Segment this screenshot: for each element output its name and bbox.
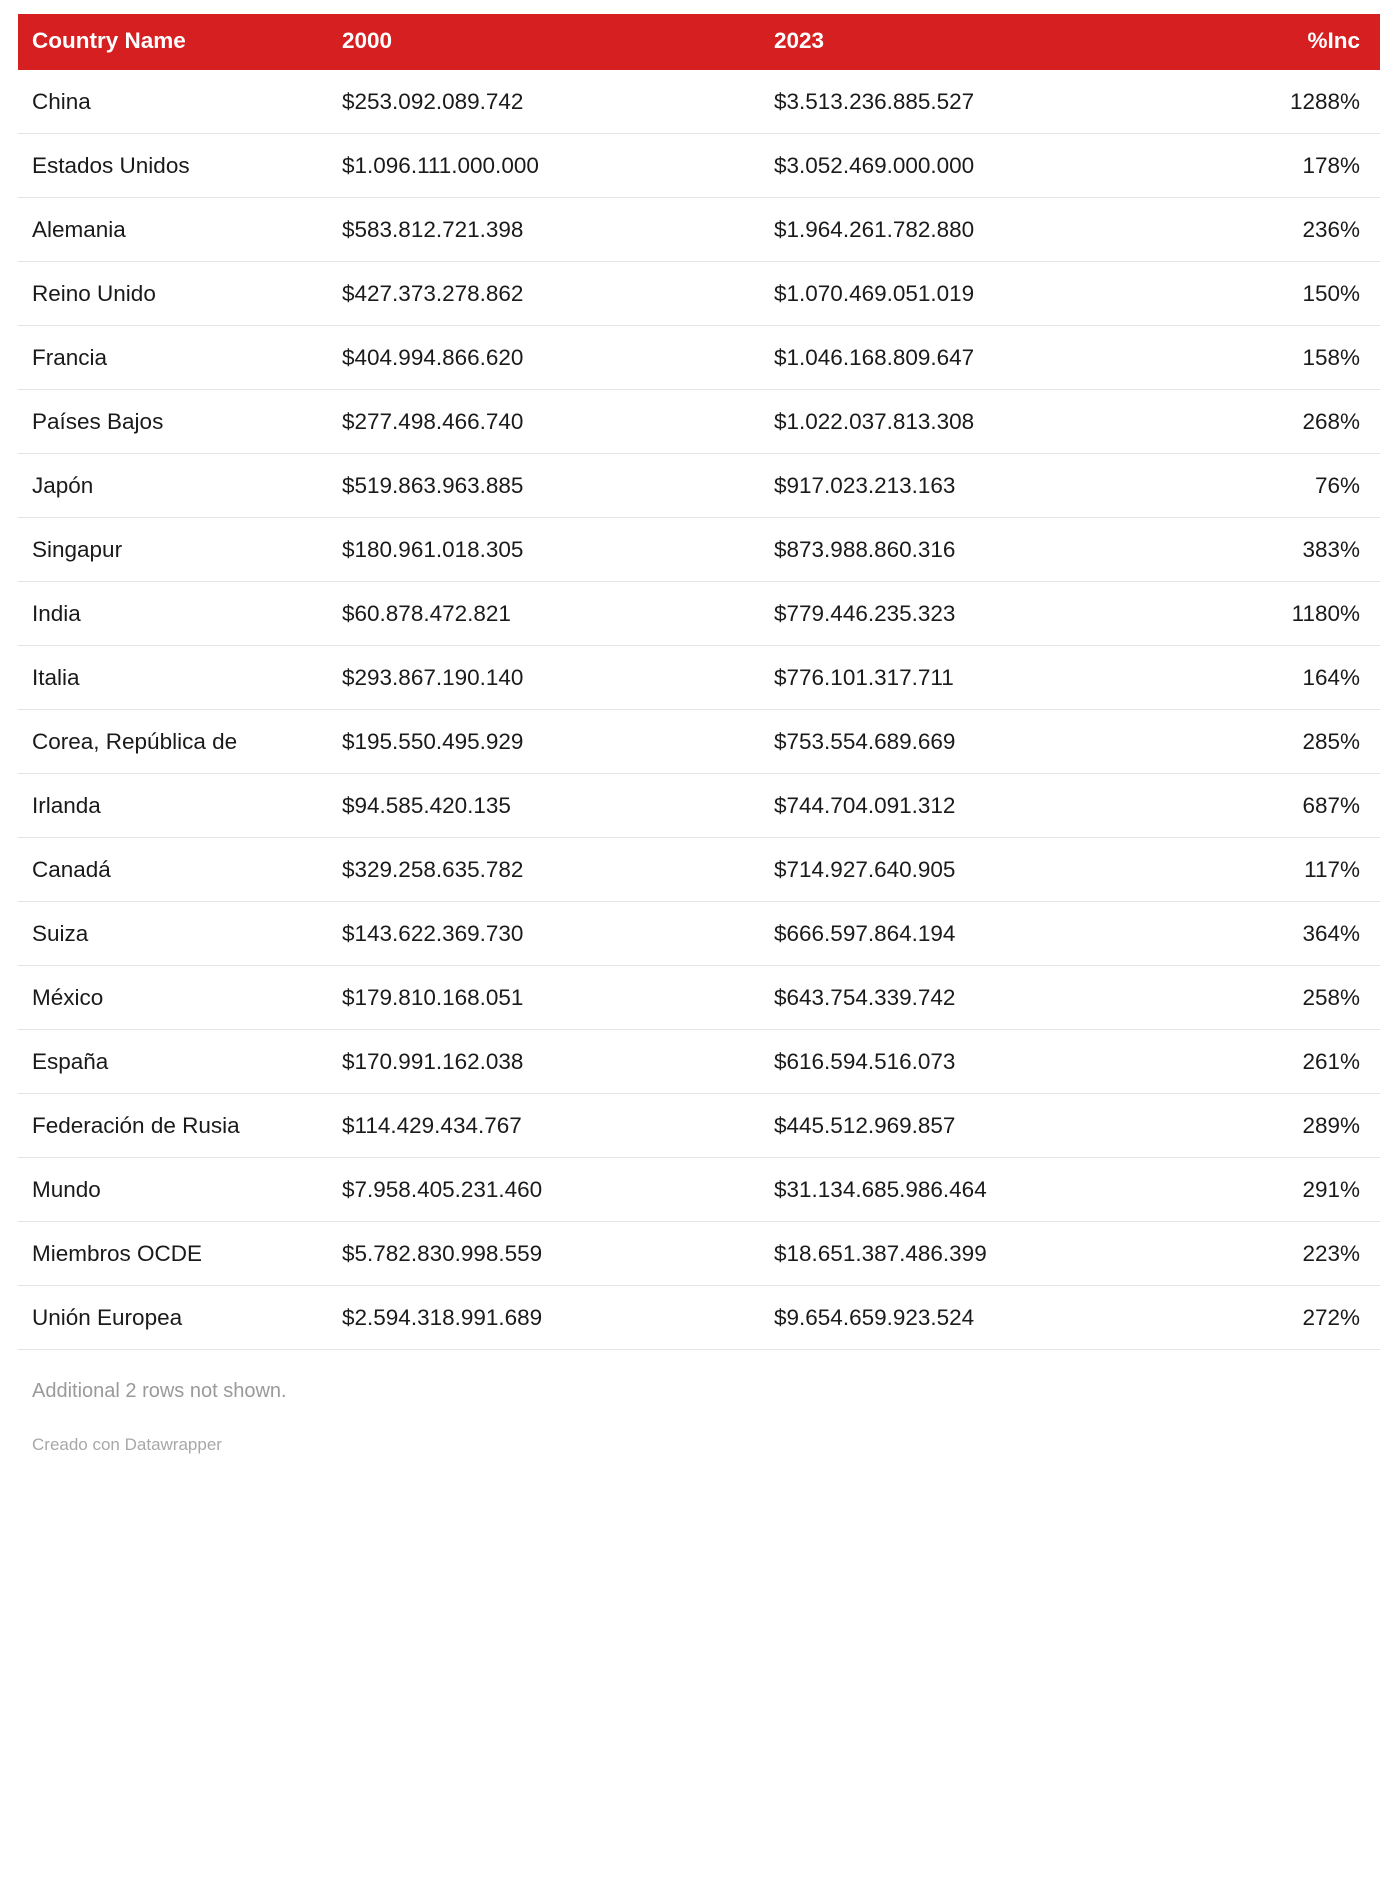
cell-country-name: Italia [18, 646, 290, 710]
cell-value-2023: $18.651.387.486.399 [732, 1222, 1166, 1286]
cell-country-name: Suiza [18, 902, 290, 966]
cell-value-2023: $779.446.235.323 [732, 582, 1166, 646]
cell-percent-increase: 76% [1166, 454, 1380, 518]
cell-percent-increase: 117% [1166, 838, 1380, 902]
cell-country-name: Alemania [18, 198, 290, 262]
table-row [18, 966, 1380, 1030]
cell-country-name: Mundo [18, 1158, 290, 1222]
table-body [18, 70, 1380, 1350]
table-row [18, 902, 1380, 966]
cell-country-name: Canadá [18, 838, 290, 902]
cell-percent-increase: 285% [1166, 710, 1380, 774]
cell-value-2000: $179.810.168.051 [290, 966, 732, 1030]
cell-country-name: Singapur [18, 518, 290, 582]
cell-value-2023: $666.597.864.194 [732, 902, 1166, 966]
table-row [18, 1286, 1380, 1350]
table-row [18, 582, 1380, 646]
cell-value-2023: $616.594.516.073 [732, 1030, 1166, 1094]
cell-value-2023: $3.052.469.000.000 [732, 134, 1166, 198]
table-row [18, 198, 1380, 262]
column-header-country-name[interactable]: Country Name [18, 14, 290, 70]
cell-percent-increase: 158% [1166, 326, 1380, 390]
cell-country-name: Corea, República de [18, 710, 290, 774]
cell-value-2000: $195.550.495.929 [290, 710, 732, 774]
column-header-2000[interactable]: 2000 [290, 14, 732, 70]
table-row [18, 838, 1380, 902]
cell-percent-increase: 1288% [1166, 70, 1380, 134]
column-header-percent-increase[interactable]: %Inc [1166, 14, 1380, 70]
cell-percent-increase: 261% [1166, 1030, 1380, 1094]
cell-percent-increase: 289% [1166, 1094, 1380, 1158]
table-row [18, 70, 1380, 134]
cell-value-2000: $143.622.369.730 [290, 902, 732, 966]
cell-value-2000: $277.498.466.740 [290, 390, 732, 454]
cell-country-name: Irlanda [18, 774, 290, 838]
cell-value-2023: $917.023.213.163 [732, 454, 1166, 518]
cell-value-2000: $2.594.318.991.689 [290, 1286, 732, 1350]
cell-percent-increase: 291% [1166, 1158, 1380, 1222]
cell-value-2023: $9.654.659.923.524 [732, 1286, 1166, 1350]
cell-value-2023: $3.513.236.885.527 [732, 70, 1166, 134]
cell-percent-increase: 687% [1166, 774, 1380, 838]
cell-percent-increase: 236% [1166, 198, 1380, 262]
cell-value-2000: $170.991.162.038 [290, 1030, 732, 1094]
cell-country-name: Miembros OCDE [18, 1222, 290, 1286]
column-header-2023[interactable]: 2023 [732, 14, 1166, 70]
table-header-row [18, 14, 1380, 70]
cell-country-name: Reino Unido [18, 262, 290, 326]
cell-value-2000: $94.585.420.135 [290, 774, 732, 838]
cell-country-name: México [18, 966, 290, 1030]
cell-percent-increase: 383% [1166, 518, 1380, 582]
cell-value-2000: $404.994.866.620 [290, 326, 732, 390]
cell-value-2000: $60.878.472.821 [290, 582, 732, 646]
cell-percent-increase: 150% [1166, 262, 1380, 326]
table-row [18, 774, 1380, 838]
cell-value-2000: $583.812.721.398 [290, 198, 732, 262]
cell-value-2000: $329.258.635.782 [290, 838, 732, 902]
table-row [18, 262, 1380, 326]
cell-country-name: China [18, 70, 290, 134]
cell-value-2023: $1.046.168.809.647 [732, 326, 1166, 390]
table-row [18, 1158, 1380, 1222]
cell-country-name: Países Bajos [18, 390, 290, 454]
table-row [18, 1094, 1380, 1158]
cell-value-2000: $7.958.405.231.460 [290, 1158, 732, 1222]
cell-value-2023: $643.754.339.742 [732, 966, 1166, 1030]
cell-percent-increase: 364% [1166, 902, 1380, 966]
cell-value-2023: $753.554.689.669 [732, 710, 1166, 774]
cell-value-2023: $776.101.317.711 [732, 646, 1166, 710]
cell-country-name: España [18, 1030, 290, 1094]
cell-value-2023: $714.927.640.905 [732, 838, 1166, 902]
table-row [18, 1030, 1380, 1094]
cell-percent-increase: 164% [1166, 646, 1380, 710]
cell-value-2023: $31.134.685.986.464 [732, 1158, 1166, 1222]
cell-value-2023: $445.512.969.857 [732, 1094, 1166, 1158]
table-header [18, 14, 1380, 70]
datawrapper-credit: Creado con Datawrapper [32, 1435, 222, 1455]
cell-country-name: India [18, 582, 290, 646]
table-row [18, 134, 1380, 198]
country-exports-table [18, 14, 1380, 1350]
cell-percent-increase: 258% [1166, 966, 1380, 1030]
cell-value-2023: $1.022.037.813.308 [732, 390, 1166, 454]
table-row [18, 710, 1380, 774]
cell-country-name: Estados Unidos [18, 134, 290, 198]
cell-value-2000: $114.429.434.767 [290, 1094, 732, 1158]
cell-country-name: Francia [18, 326, 290, 390]
cell-value-2023: $744.704.091.312 [732, 774, 1166, 838]
cell-value-2000: $253.092.089.742 [290, 70, 732, 134]
cell-value-2000: $427.373.278.862 [290, 262, 732, 326]
cell-value-2000: $293.867.190.140 [290, 646, 732, 710]
cell-percent-increase: 272% [1166, 1286, 1380, 1350]
table-row [18, 326, 1380, 390]
rows-not-shown-note: Additional 2 rows not shown. [32, 1380, 287, 1403]
table-row [18, 646, 1380, 710]
cell-country-name: Japón [18, 454, 290, 518]
cell-value-2000: $519.863.963.885 [290, 454, 732, 518]
cell-value-2000: $1.096.111.000.000 [290, 134, 732, 198]
table-row [18, 1222, 1380, 1286]
cell-country-name: Unión Europea [18, 1286, 290, 1350]
cell-percent-increase: 178% [1166, 134, 1380, 198]
cell-value-2000: $5.782.830.998.559 [290, 1222, 732, 1286]
table-row [18, 390, 1380, 454]
cell-value-2023: $1.070.469.051.019 [732, 262, 1166, 326]
cell-percent-increase: 1180% [1166, 582, 1380, 646]
table-row [18, 454, 1380, 518]
table-row [18, 518, 1380, 582]
cell-value-2000: $180.961.018.305 [290, 518, 732, 582]
cell-country-name: Federación de Rusia [18, 1094, 290, 1158]
cell-value-2023: $1.964.261.782.880 [732, 198, 1166, 262]
cell-value-2023: $873.988.860.316 [732, 518, 1166, 582]
cell-percent-increase: 223% [1166, 1222, 1380, 1286]
cell-percent-increase: 268% [1166, 390, 1380, 454]
